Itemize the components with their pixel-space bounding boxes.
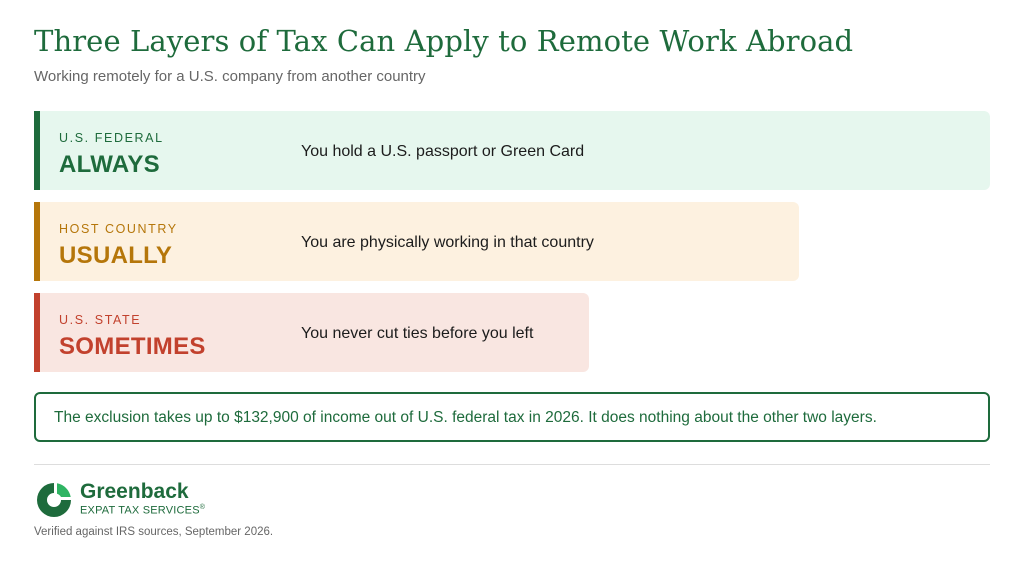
layer-level: USUALLY	[59, 242, 173, 269]
layer-kicker: HOST COUNTRY	[59, 222, 178, 236]
page-title: Three Layers of Tax Can Apply to Remote Work Abroad	[34, 24, 854, 58]
layer-level: SOMETIMES	[59, 333, 206, 360]
brand-tagline-text: EXPAT TAX SERVICES	[80, 504, 200, 517]
layer-accent-bar	[34, 202, 40, 281]
exclusion-callout	[34, 392, 990, 442]
page-subtitle: Working remotely for a U.S. company from another country	[34, 68, 426, 85]
layer-level: ALWAYS	[59, 151, 160, 178]
layer-federal	[34, 111, 990, 190]
greenback-logo-icon	[34, 480, 74, 520]
layer-description: You hold a U.S. passport or Green Card	[301, 143, 585, 160]
verification-footnote: Verified against IRS sources, September 2026.	[34, 526, 274, 538]
trademark-mark: ®	[199, 504, 206, 511]
layer-description: You are physically working in that country	[301, 234, 594, 251]
layer-state	[34, 293, 589, 372]
layer-host-country	[34, 202, 799, 281]
layer-accent-bar	[34, 111, 40, 190]
footer-divider	[34, 464, 990, 465]
brand-tagline	[80, 504, 205, 517]
callout-text: The exclusion takes up to $132,900 of income out of U.S. federal tax in 2026. It does nothing about the other two layers.	[54, 409, 877, 426]
layer-accent-bar	[34, 293, 40, 372]
layer-kicker: U.S. FEDERAL	[59, 131, 164, 145]
layer-description: You never cut ties before you left	[301, 325, 534, 342]
layer-kicker: U.S. STATE	[59, 313, 142, 327]
brand-name: Greenback	[80, 480, 189, 503]
